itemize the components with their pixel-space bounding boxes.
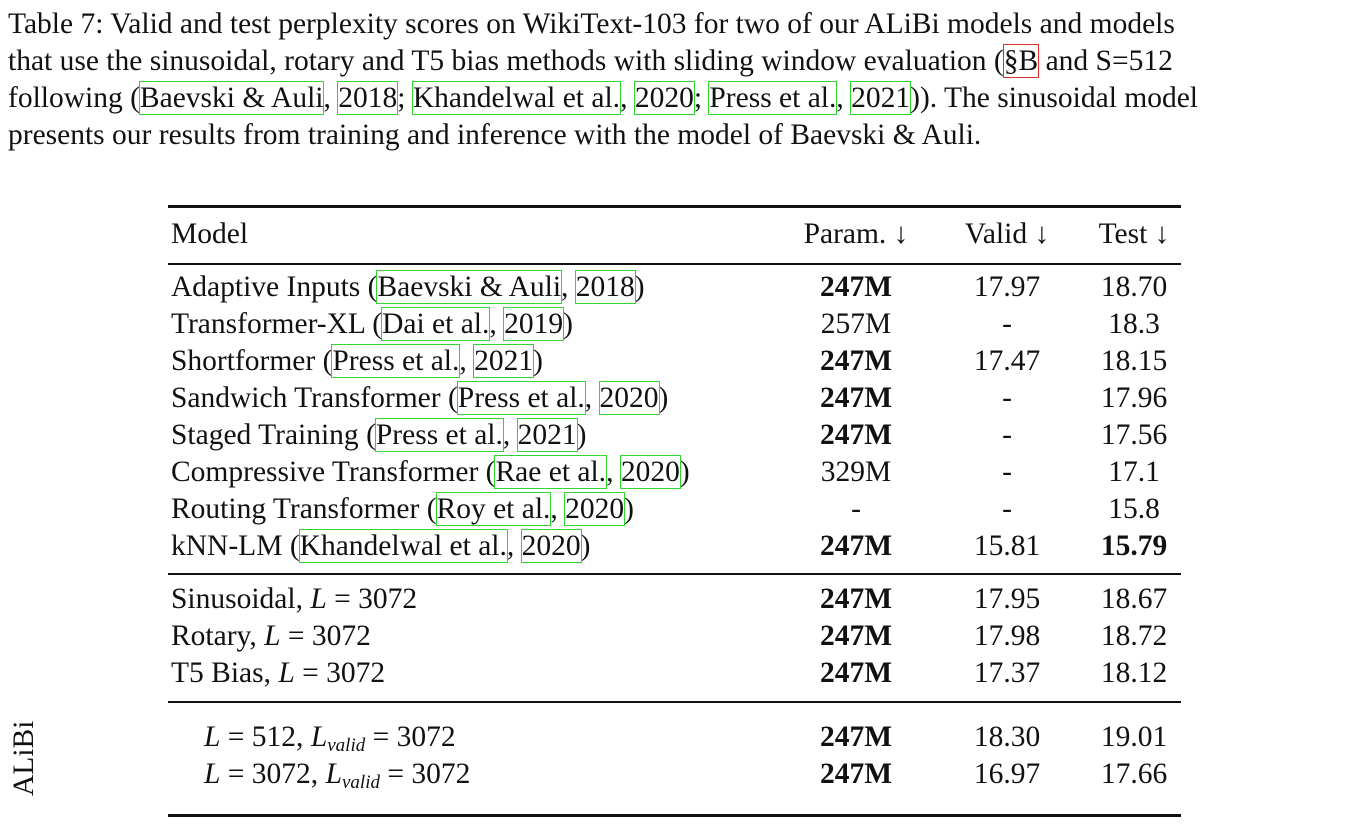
citation-year-link[interactable]: 2018 bbox=[338, 82, 398, 114]
valid-cell: 17.95 bbox=[973, 583, 1041, 615]
valid-cell: 17.97 bbox=[973, 271, 1041, 303]
table-row bbox=[168, 581, 1181, 618]
math-eq: = 3072 bbox=[326, 583, 418, 615]
citation-year-link[interactable]: 2021 bbox=[851, 82, 911, 114]
caption-line-4: presents our results from training and inference with the model of Baevski & Auli. bbox=[8, 119, 982, 151]
model-name: T5 Bias, bbox=[171, 657, 279, 689]
param-cell: 247M bbox=[819, 721, 893, 753]
caption-line-3: following (Baevski & Auli, 2018; Khandelwal et al., 2020; Press et al., 2021)). The sinusoidal model bbox=[8, 82, 1198, 114]
test-cell: 18.3 bbox=[1108, 308, 1160, 340]
table-row bbox=[168, 655, 1181, 692]
math-eq: = 3072 bbox=[294, 657, 386, 689]
param-cell: 247M bbox=[819, 271, 893, 303]
model-cell: kNN-LM (Khandelwal et al., 2020) bbox=[171, 530, 591, 562]
param-cell: 329M bbox=[820, 456, 892, 488]
citation-year-link[interactable]: 2020 bbox=[634, 82, 694, 114]
test-cell: 18.12 bbox=[1100, 657, 1168, 689]
table-row bbox=[168, 306, 1181, 343]
model-cell: Sandwich Transformer (Press et al., 2020) bbox=[171, 382, 669, 414]
model-name: Routing Transformer bbox=[171, 493, 420, 525]
param-cell: - bbox=[851, 493, 861, 525]
citation-link[interactable]: Rae et al. bbox=[495, 456, 607, 488]
math-var: L bbox=[204, 721, 221, 753]
math-eq: = 3072 bbox=[379, 758, 471, 790]
caption-text: and S=512 bbox=[1038, 45, 1173, 77]
param-cell: 247M bbox=[819, 530, 893, 562]
param-cell: 247M bbox=[819, 758, 893, 790]
model-name: Staged Training bbox=[171, 419, 359, 451]
citation-link[interactable]: Khandelwal et al. bbox=[299, 530, 507, 562]
model-name: kNN-LM bbox=[171, 530, 283, 562]
param-cell: 257M bbox=[820, 308, 892, 340]
model-cell bbox=[171, 618, 371, 655]
table-row bbox=[168, 343, 1181, 380]
table-row bbox=[168, 528, 1181, 565]
test-cell: 18.70 bbox=[1100, 271, 1168, 303]
citation-link[interactable]: Baevski & Auli bbox=[139, 82, 324, 114]
param-cell: 247M bbox=[819, 657, 893, 689]
valid-cell: 17.37 bbox=[973, 657, 1041, 689]
model-cell: Shortformer (Press et al., 2021) bbox=[171, 345, 543, 377]
model-name: Compressive Transformer bbox=[171, 456, 479, 488]
model-cell: Routing Transformer (Roy et al., 2020) bbox=[171, 493, 634, 525]
model-cell bbox=[171, 655, 385, 692]
group-rule-2 bbox=[168, 701, 1181, 703]
valid-cell: - bbox=[1002, 456, 1012, 488]
valid-cell: 17.47 bbox=[973, 345, 1041, 377]
math-var: L bbox=[310, 721, 328, 753]
citation-link[interactable]: Khandelwal et al. bbox=[412, 82, 621, 114]
test-cell: 18.15 bbox=[1100, 345, 1168, 377]
citation-year-link[interactable]: 2020 bbox=[565, 493, 625, 525]
table-row bbox=[168, 269, 1181, 306]
valid-cell: - bbox=[1002, 308, 1012, 340]
model-cell bbox=[204, 756, 470, 801]
math-eq: = 3072 bbox=[280, 620, 371, 652]
math-var: L bbox=[310, 583, 327, 615]
citation-year-link[interactable]: 2020 bbox=[599, 382, 659, 414]
valid-cell: - bbox=[1002, 382, 1012, 414]
model-name: Adaptive Inputs bbox=[171, 271, 361, 303]
test-cell: 17.1 bbox=[1108, 456, 1160, 488]
model-cell bbox=[171, 581, 417, 618]
caption-text: )). The sinusoidal model bbox=[910, 82, 1198, 114]
citation-year-link[interactable]: 2021 bbox=[517, 419, 577, 451]
model-name: Transformer-XL bbox=[171, 308, 365, 340]
caption-line-1: Table 7: Valid and test perplexity scores on WikiText-103 for two of our ALiBi models and models bbox=[8, 8, 1175, 40]
param-cell: 247M bbox=[819, 345, 893, 377]
math-eq: = 512, bbox=[220, 721, 311, 753]
table-row bbox=[168, 454, 1181, 491]
model-name: Sinusoidal, bbox=[171, 583, 311, 615]
header-test: Test ↓ bbox=[1098, 218, 1170, 250]
param-cell: 247M bbox=[819, 382, 893, 414]
math-subscript: valid bbox=[341, 772, 380, 793]
valid-cell: - bbox=[1002, 493, 1012, 525]
valid-cell: 17.98 bbox=[973, 620, 1041, 652]
citation-year-link[interactable]: 2020 bbox=[620, 456, 680, 488]
test-cell: 17.96 bbox=[1100, 382, 1168, 414]
model-name: Sandwich Transformer bbox=[171, 382, 441, 414]
math-eq: = 3072 bbox=[365, 721, 456, 753]
citation-link[interactable]: Press et al. bbox=[375, 419, 503, 451]
test-cell: 17.56 bbox=[1100, 419, 1168, 451]
math-var: L bbox=[204, 758, 221, 790]
header-valid: Valid ↓ bbox=[964, 218, 1050, 250]
test-cell: 15.8 bbox=[1108, 493, 1160, 525]
param-cell: 247M bbox=[819, 620, 893, 652]
table-row bbox=[168, 417, 1181, 454]
section-ref-link[interactable]: §B bbox=[1003, 45, 1039, 77]
citation-link[interactable]: Press et al. bbox=[457, 382, 585, 414]
math-eq: = 3072, bbox=[220, 758, 326, 790]
header-row bbox=[168, 216, 1181, 253]
bottom-rule bbox=[168, 814, 1181, 817]
citation-year-link[interactable]: 2019 bbox=[504, 308, 564, 340]
test-cell: 18.67 bbox=[1100, 583, 1168, 615]
table-row bbox=[168, 491, 1181, 528]
caption-line-2 bbox=[8, 43, 1343, 80]
citation-link[interactable]: Dai et al. bbox=[382, 308, 490, 340]
valid-cell: 16.97 bbox=[973, 758, 1041, 790]
test-cell: 19.01 bbox=[1100, 721, 1168, 753]
test-cell: 17.66 bbox=[1100, 758, 1168, 790]
math-var: L bbox=[278, 657, 295, 689]
model-name: Rotary, bbox=[171, 620, 265, 652]
test-cell: 15.79 bbox=[1100, 530, 1168, 562]
header-model: Model bbox=[171, 218, 249, 250]
citation-link[interactable]: Press et al. bbox=[709, 82, 837, 114]
valid-cell: 15.81 bbox=[973, 530, 1041, 562]
citation-year-link[interactable]: 2018 bbox=[575, 271, 635, 303]
top-rule bbox=[168, 205, 1181, 208]
valid-cell: - bbox=[1002, 419, 1012, 451]
model-name: Shortformer bbox=[171, 345, 316, 377]
model-cell: Adaptive Inputs (Baevski & Auli, 2018) bbox=[171, 271, 645, 303]
table-caption bbox=[8, 6, 1343, 154]
group-rule-1 bbox=[168, 573, 1181, 575]
citation-year-link[interactable]: 2021 bbox=[474, 345, 534, 377]
header-param: Param. ↓ bbox=[803, 218, 909, 250]
citation-link[interactable]: Baevski & Auli bbox=[377, 271, 562, 303]
param-cell: 247M bbox=[819, 583, 893, 615]
model-cell: Staged Training (Press et al., 2021) bbox=[171, 419, 587, 451]
math-var: L bbox=[264, 620, 281, 652]
math-subscript: valid bbox=[327, 735, 366, 756]
citation-link[interactable]: Roy et al. bbox=[436, 493, 551, 525]
math-var: L bbox=[325, 758, 342, 790]
table-row bbox=[168, 380, 1181, 417]
table-row bbox=[168, 719, 1181, 756]
table-row bbox=[168, 618, 1181, 655]
test-cell: 18.72 bbox=[1100, 620, 1168, 652]
param-cell: 247M bbox=[819, 419, 893, 451]
header-rule bbox=[168, 263, 1181, 265]
caption-text: following ( bbox=[8, 82, 140, 114]
citation-year-link[interactable]: 2020 bbox=[521, 530, 581, 562]
model-cell: Transformer-XL (Dai et al., 2019) bbox=[171, 308, 573, 340]
table-row bbox=[168, 756, 1181, 793]
citation-link[interactable]: Press et al. bbox=[332, 345, 460, 377]
alibi-rotated-label: ALiBi bbox=[8, 720, 40, 796]
valid-cell: 18.30 bbox=[973, 721, 1041, 753]
model-cell: Compressive Transformer (Rae et al., 2020) bbox=[171, 456, 690, 488]
caption-text: that use the sinusoidal, rotary and T5 bias methods with sliding window evaluation ( bbox=[8, 45, 1004, 77]
